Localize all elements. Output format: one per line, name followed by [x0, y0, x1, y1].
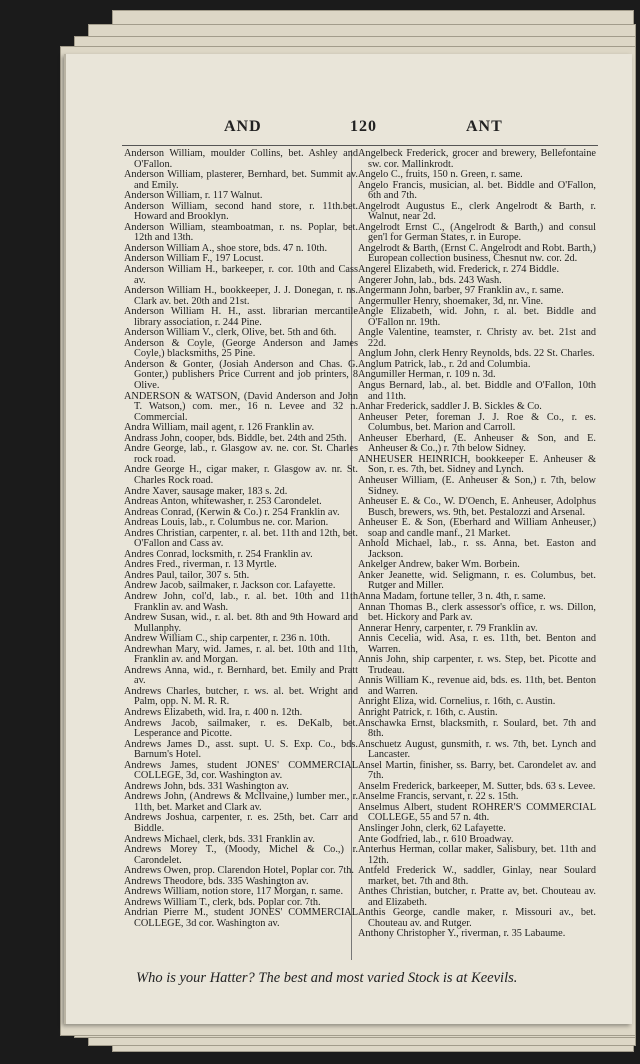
directory-entry: Andrews Elizabeth, wid. Ira, r. 400 n. 12th. [124, 706, 303, 718]
directory-entry: Andrews William T., clerk, bds. Poplar cor. 7th. [124, 896, 321, 908]
directory-entry: Andrews John, bds. 331 Washington av. [124, 780, 289, 792]
directory-entry: Andrews Charles, butcher, r. ws. al. bet. Wright and Palm, opp. N. M. R. R. [124, 685, 358, 708]
directory-entry: Andrews James D., asst. supt. U. S. Exp. Co., bds. Barnum's Hotel. [124, 738, 358, 761]
header-right-keyword: ANT [466, 118, 503, 135]
left-column [124, 149, 358, 929]
directory-entry: Andrews Morey T., (Moody, Michel & Co.,) r. Carondelet. [124, 844, 358, 866]
directory-entry: Anderson & Coyle, (George Anderson and James Coyle,) blacksmiths, 25 Pine. [124, 337, 358, 360]
directory-entry: Andreas Anton, whitewasher, r. 253 Carondelet. [124, 496, 322, 508]
directory-entry: Anderson William, steamboatman, r. ns. Poplar, bet. 12th and 13th. [124, 221, 358, 244]
directory-entry: Anhold Michael, lab., r. ss. Anna, bet. Easton and Jackson. [358, 538, 596, 560]
directory-entry: Angelbeck Frederick, grocer and brewery, Bellefontaine sw. cor. Mallinkrodt. [358, 148, 596, 170]
directory-entry: Andres Christian, carpenter, r. al. bet. 11th and 12th, bet. O'Fallon and Cass av. [124, 527, 358, 550]
directory-entry: Anna Madam, fortune teller, 3 n. 4th, r. same. [358, 590, 546, 602]
directory-entry: Andre Xaver, sausage maker, 183 s. 2d. [124, 485, 288, 497]
directory-entry: Anderson William H., barkeeper, r. cor. 10th and Cass av. [124, 264, 358, 286]
directory-entry: Anthony Christopher Y., riverman, r. 35 Labaume. [358, 928, 566, 940]
directory-entry: Andrews William, notion store, 117 Morgan, r. same. [124, 886, 344, 898]
directory-entry: Anglum John, clerk Henry Reynolds, bds. 22 St. Charles. [358, 348, 595, 360]
directory-entry: Ankelger Andrew, baker Wm. Borbein. [358, 559, 520, 571]
directory-entry: Anselm Frederick, barkeeper, M. Sutter, bds. 63 s. Levee. [358, 780, 596, 792]
directory-entry: Angus Bernard, lab., al. bet. Biddle and O'Fallon, 10th and 11th. [358, 380, 596, 402]
directory-entry: Ante Godfried, lab., r. 610 Broadway. [358, 833, 514, 845]
directory-entry: Andres Conrad, locksmith, r. 254 Franklin av. [124, 548, 313, 560]
directory-entry: Annis Cecelia, wid. Asa, r. es. 11th, bet. Benton and Warren. [358, 633, 596, 655]
directory-entry: Angermuller Henry, shoemaker, 3d, nr. Vine. [358, 295, 544, 307]
directory-entry: Andrews Owen, prop. Clarendon Hotel, Poplar cor. 7th. [124, 865, 354, 877]
directory-entry: Angelrodt Augustus E., clerk Angelrodt & Barth, r. Walnut, near 2d. [358, 200, 596, 223]
directory-entry: Anheuser William, (E. Anheuser & Son,) r. 7th, below Sidney. [358, 474, 596, 497]
directory-entry: Angerel Elizabeth, wid. Frederick, r. 274 Biddle. [358, 264, 560, 276]
directory-entry: Andrews Michael, clerk, bds. 331 Franklin av. [124, 833, 315, 845]
directory-entry: Anslinger John, clerk, 62 Lafayette. [358, 823, 506, 834]
directory-entry: Angelrodt & Barth, (Ernst C. Angelrodt and Robt. Barth,) European collection business, Chesnut nw. cor. 2d. [358, 242, 596, 265]
directory-entry: Anheuser Peter, foreman J. J. Roe & Co., r. es. Columbus, bet. Marion and Carroll. [358, 411, 596, 434]
directory-page [64, 54, 632, 1024]
directory-entry: Andres Paul, tailor, 307 s. 5th. [124, 569, 250, 581]
directory-entry: Anglum Patrick, lab., r. 2d and Columbia. [358, 358, 531, 370]
directory-entry: Anschawka Ernst, blacksmith, r. Soulard, bet. 7th and 8th. [358, 717, 596, 740]
directory-entry: Angumiller Herman, r. 109 n. 3d. [358, 369, 496, 381]
directory-entry: Andrews Joshua, carpenter, r. es. 25th, bet. Carr and Biddle. [124, 812, 358, 834]
directory-entry: Anderson William, plasterer, Bernhard, bet. Summit av. and Emily. [124, 169, 358, 191]
directory-entry: Angle Valentine, teamster, r. Christy av. bet. 21st and 22d. [358, 327, 596, 349]
directory-entry: Anselme Francis, servant, r. 22 s. 15th. [358, 791, 519, 803]
directory-entry: Andrewhan Mary, wid. James, r. al. bet. 10th and 11th, Franklin av. and Morgan. [124, 643, 358, 666]
directory-entry: Andrews James, student JONES' COMMERCIAL COLLEGE, 3d, cor. Washington av. [124, 759, 358, 782]
directory-entry: Anderson William H., bookkeeper, J. J. Donegan, r. ns. Clark av. bet. 20th and 21st. [124, 285, 358, 307]
directory-entry: Anheuser E. & Co., W. D'Oench, E. Anheuser, Adolphus Busch, brewers, ws. 9th, bet. Pestalozzi and Arsenal. [358, 496, 596, 518]
directory-entry: Andra William, mail agent, r. 126 Franklin av. [124, 422, 315, 434]
directory-entry: Anhar Frederick, saddler J. B. Sickles & Co. [358, 401, 542, 413]
directory-entry: Andrew John, col'd, lab., r. al. bet. 10th and 11th Franklin av. and Wash. [124, 590, 358, 613]
directory-entry: Angermann John, barber, 97 Franklin av., r. same. [358, 285, 564, 297]
directory-entry: Annis John, ship carpenter, r. ws. Step, bet. Picotte and Trudeau. [358, 654, 596, 676]
directory-entry: Andrian Pierre M., student JONES' COMMERCIAL COLLEGE, 3d cor. Washington av. [124, 907, 358, 929]
directory-entry: Anright Eliza, wid. Cornelius, r. 16th, c. Austin. [358, 696, 556, 708]
directory-entry: Andres Fred., riverman, r. 13 Myrtle. [124, 559, 277, 571]
directory-entry: Anderson William, second hand store, r. 11th.bet. Howard and Brooklyn. [124, 200, 358, 223]
directory-entry: Anright Patrick, r. 16th, c. Austin. [358, 706, 498, 718]
footer-advertisement: Who is your Hatter? The best and most varied Stock is at Keevils. [136, 970, 518, 986]
directory-entry: Anker Jeanette, wid. Seligmann, r. es. Columbus, bet. Rutger and Miller. [358, 569, 596, 592]
directory-entry: Andreas Louis, lab., r. Columbus ne. cor. Marion. [124, 517, 329, 529]
directory-entry: Anderson William, moulder Collins, bet. Ashley and O'Fallon. [124, 148, 358, 170]
directory-entry: Anselmus Albert, student ROHRER'S COMMERCIAL COLLEGE, 55 and 57 n. 4th. [358, 801, 596, 824]
directory-entry: Annan Thomas B., clerk assessor's office, r. ws. Dillon, bet. Hickory and Park av. [358, 601, 596, 624]
page-number: 120 [350, 118, 377, 135]
directory-entry: Andrass John, cooper, bds. Biddle, bet. 24th and 25th. [124, 432, 347, 444]
directory-entry: Anderson & Gonter, (Josiah Anderson and Chas. G. Gonter,) publishers Price Current and job printers, 8 Olive. [124, 358, 358, 392]
directory-entry: Andrews Theodore, bds. 335 Washington av. [124, 875, 309, 887]
directory-entry: Anderson William H. H., asst. librarian mercantile library association, r. 244 Pine. [124, 306, 358, 328]
directory-entry: Anderson William, r. 117 Walnut. [124, 190, 263, 202]
directory-entry: Anderson William F., 197 Locust. [124, 253, 264, 265]
directory-entry: Anheuser E. & Son, (Eberhard and William Anheuser,) soap and candle manf., 21 Market. [358, 517, 596, 539]
directory-entry: Anderson William V., clerk, Olive, bet. 5th and 6th. [124, 327, 337, 339]
right-column [358, 149, 596, 940]
directory-entry: ANDERSON & WATSON, (David Anderson and John T. Watson,) com. mer., 16 n. Levee and 32 n. Commercial. [124, 390, 358, 423]
directory-entry: Andrew Jacob, sailmaker, r. Jackson cor. Lafayette. [124, 580, 336, 592]
header-rule [122, 145, 598, 146]
directory-entry: Anderson William A., shoe store, bds. 47 n. 10th. [124, 242, 328, 254]
directory-entry: Angelo Francis, musician, al. bet. Biddle and O'Fallon, 6th and 7th. [358, 179, 596, 202]
directory-entry: Ansel Martin, finisher, ss. Barry, bet. Carondelet av. and 7th. [358, 759, 596, 782]
directory-entry: Anthes Christian, butcher, r. Pratte av, bet. Chouteau av. and Elizabeth. [358, 886, 596, 908]
directory-entry: Angerer John, lab., bds. 243 Wash. [358, 274, 502, 286]
directory-entry: Andrews Anna, wid., r. Bernhard, bet. Emily and Pratt av. [124, 664, 358, 687]
directory-entry: Andreas Conrad, (Kerwin & Co.) r. 254 Franklin av. [124, 506, 340, 518]
directory-entry: Andrew Susan, wid., r. al. bet. 8th and 9th Howard and Mullanphy. [124, 612, 358, 634]
directory-entry: Andre George H., cigar maker, r. Glasgow av. nr. St. Charles Rock road. [124, 464, 358, 486]
directory-entry: Angle Elizabeth, wid. John, r. al. bet. Biddle and O'Fallon nr. 19th. [358, 306, 596, 328]
directory-entry: Annis William K., revenue aid, bds. es. 11th, bet. Benton and Warren. [358, 675, 596, 697]
page-header [66, 118, 632, 140]
directory-entry: Anheuser Eberhard, (E. Anheuser & Son, and E. Anheuser & Co.,) r. 7th below Sidney. [358, 432, 596, 455]
header-left-keyword: AND [224, 118, 262, 135]
directory-entry: Andrews Jacob, sailmaker, r. es. DeKalb, bet. Lesperance and Picotte. [124, 717, 358, 740]
directory-entry: Annerar Henry, carpenter, r. 79 Franklin av. [358, 622, 538, 634]
directory-entry: ANHEUSER HEINRICH, bookkeeper E. Anheuser & Son, r. es. 7th, bet. Sidney and Lynch. [358, 453, 596, 476]
directory-entry: Angelo C., fruits, 150 n. Green, r. same. [358, 169, 523, 181]
directory-entry: Andrew William C., ship carpenter, r. 236 n. 10th. [124, 633, 331, 645]
directory-entry: Antfeld Frederick W., saddler, Ginlay, near Soulard market, bet. 7th and 8th. [358, 865, 596, 887]
directory-entry: Anterhus Herman, collar maker, Salisbury, bet. 11th and 12th. [358, 844, 596, 866]
directory-entry: Andre George, lab., r. Glasgow av. ne. cor. St. Charles rock road. [124, 443, 358, 465]
directory-entry: Andrews John, (Andrews & McIlvaine,) lumber mer., r. 11th, bet. Market and Clark av. [124, 791, 358, 813]
directory-entry: Anthis George, candle maker, r. Missouri av., bet. Chouteau av. and Rutger. [358, 907, 596, 929]
directory-entry: Angelrodt Ernst C., (Angelrodt & Barth,) and consul gen'l for German States, r. in Europe. [358, 221, 596, 244]
directory-entry: Anschuetz August, gunsmith, r. ws. 7th, bet. Lynch and Lancaster. [358, 738, 596, 761]
